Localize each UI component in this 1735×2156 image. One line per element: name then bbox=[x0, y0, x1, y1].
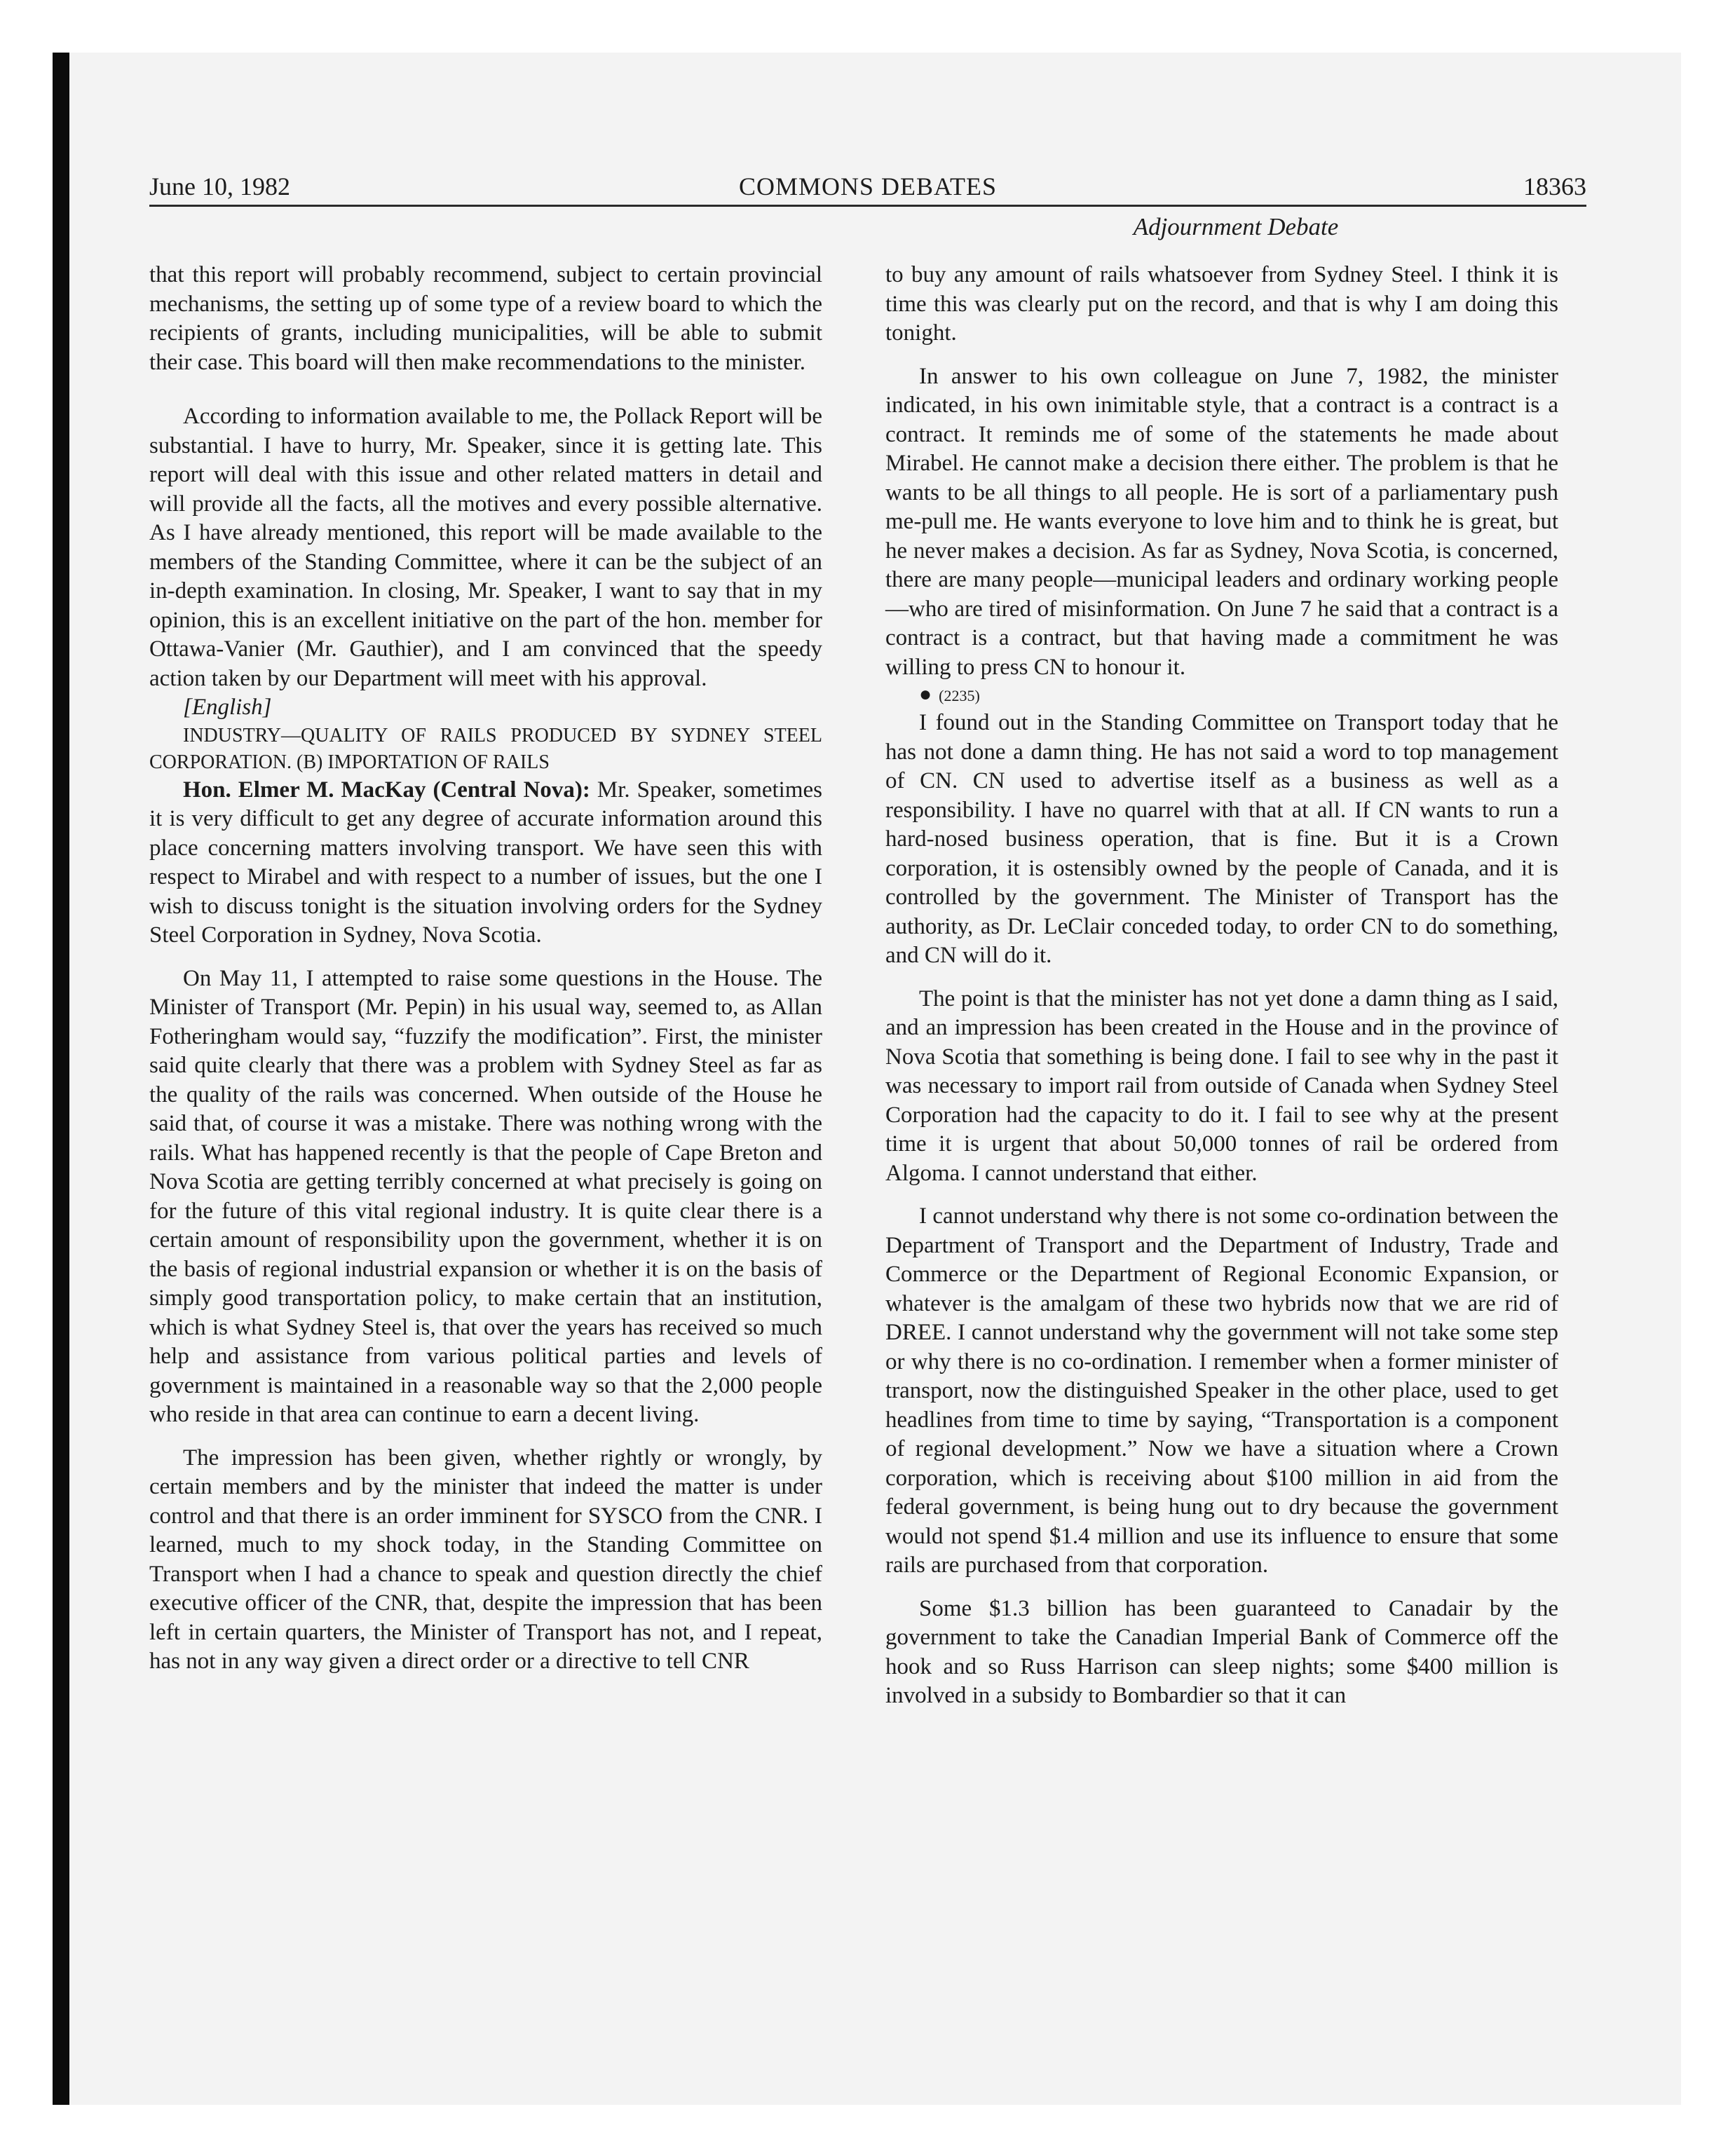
header-rule bbox=[149, 205, 1586, 207]
paragraph: Some $1.3 billion has been guaranteed to Canadair by the government to take the Canadian Imperial Bank of Commerce off the hook and so Russ Harrison can sleep nights; some $400 million is involved in a subsidy to Bombardier so that it can bbox=[885, 1595, 1558, 1708]
paragraph: I found out in the Standing Committee on Transport today that he has not done a damn thing. He has not said a word to top management of CN. CN used to advertise itself as a business as well as a responsibility. I have no quarrel with that at all. If CN wants to run a hard-nosed business operation, that is fine. But it is a Crown corporation, it is ostensibly owned by the people of Canada, and it is controlled by the government. The Minister of Transport has the authority, as Dr. LeClair conceded today, to order CN to do something, and CN will do it. bbox=[885, 710, 1558, 968]
left-column bbox=[149, 261, 822, 1677]
paragraph: On May 11, I attempted to raise some questions in the House. The Minister of Transport (Mr. Pepin) in his usual way, seemed to, as Allan Fotheringham would say, “fuzzify the modification”. First, the minister said quite clearly that there was a problem with Sydney Steel as far as the quality of the rails was concerned. When outside of the House he said that, of course it was a mistake. There was nothing wrong with the rails. What has happened recently is that the people of Cape Breton and Nova Scotia are getting terribly concerned at what precisely is going on for the future of this vital regional industry. It is quite clear there is a certain amount of responsibility upon the government, whether it is on the basis of regional industrial expansion or whether it is on the basis of simply good transportation policy, to make certain that an institution, which is what Sydney Steel is, that over the years has received so much help and assistance from various political parties and levels of government is maintained in a reasonable way so that the 2,000 people who reside in that area can continue to earn a decent living. bbox=[149, 965, 822, 1427]
binding-edge bbox=[53, 53, 69, 2105]
bullet-icon: ● bbox=[919, 683, 932, 706]
header-date: June 10, 1982 bbox=[149, 172, 290, 200]
paragraph: The impression has been given, whether rightly or wrongly, by certain members and by the minister that indeed the matter is under control and that there is an order imminent for SYSCO from the CNR. I learned, much to my shock today, in the Standing Committee on Transport when I had a chance to speak and question directly the chief executive officer of the CNR, that, despite the impression that has been left in certain quarters, the Minister of Transport has not, and I repeat, has not in any way given a direct order or a directive to tell CNR bbox=[149, 1445, 822, 1674]
running-head: Adjournment Debate bbox=[1133, 213, 1339, 240]
language-marker: [English] bbox=[183, 695, 272, 720]
paragraph: The point is that the minister has not yet done a damn thing as I said, and an impression has been created in the House and in the province of Nova Scotia that something is being done. I fail to see why in the past it was necessary to import rail from outside of Canada when Sydney Steel Corporation had the capacity to do it. I fail to see why at the present time it is urgent that about 50,000 tonnes of rail be ordered from Algoma. I cannot understand that either. bbox=[885, 985, 1558, 1186]
speaker-text: Mr. Speaker, sometimes it is very difficult to get any degree of accurate information around this place concerning matters involving transport. We have seen this with respect to Mirabel and with respect to a number of issues, but the one I wish to discuss tonight is the situation involving orders for the Sydney Steel Corporation in Sydney, Nova Scotia. bbox=[149, 777, 823, 948]
paragraph: I cannot understand why there is not some co-ordination between the Department of Transport and the Department of Industry, Trade and Commerce or the Department of Regional Economic Expansion, or whatever is the amalgam of these two hybrids now that we are rid of DREE. I cannot understand why the government will not take some step or why there is no co-ordination. I remember when a former minister of transport, now the distinguished Speaker in the other place, used to get headlines from time to time by saying, “Transportation is a component of regional development.” Now we have a situation where a Crown corporation, which is receiving about $100 million in aid from the federal government, is being hung out to dry because the government would not spend $1.4 million and use its influence to ensure that some rails are purchased from that corporation. bbox=[885, 1203, 1558, 1578]
page-number: 18363 bbox=[1523, 172, 1586, 200]
right-column bbox=[885, 261, 1558, 1711]
paragraph: to buy any amount of rails whatsoever from Sydney Steel. I think it is time this was clearly put on the record, and that is why I am doing this tonight. bbox=[885, 262, 1558, 346]
speaker-paragraph bbox=[149, 776, 822, 950]
paragraph: that this report will probably recommend, subject to certain provincial mechanisms, the setting up of some type of a review board to which the recipients of grants, including municipalities, will be able to submit their case. This board will then make recommendations to the minister. bbox=[149, 262, 822, 375]
timestamp-marker bbox=[885, 682, 1558, 709]
timestamp: (2235) bbox=[939, 687, 980, 704]
header-title: COMMONS DEBATES bbox=[738, 172, 998, 200]
page-header bbox=[149, 168, 1586, 205]
paragraph: According to information available to me, the Pollack Report will be substantial. I have to hurry, Mr. Speaker, since it is getting late. This report will deal with this issue and other related matters in detail and will provide all the facts, all the motives and every possible alternative. As I have already mentioned, this report will be made available to the members of the Standing Committee, where it can be the subject of an in-depth examination. In closing, Mr. Speaker, I want to say that in my opinion, this is an excellent initiative on the part of the hon. member for Ottawa-Vanier (Mr. Gauthier), and I am convinced that the speedy action taken by our Department will meet with his approval. bbox=[149, 404, 822, 691]
speaker-name: Hon. Elmer M. MacKay (Central Nova): bbox=[183, 777, 590, 803]
paragraph: In answer to his own colleague on June 7, 1982, the minister indicated, in his own inimitable style, that a contract is a contract is a contract. It reminds me of some of the statements he made about Mirabel. He cannot make a decision there either. The problem is that he wants to be all things to all people. He is sort of a parliamentary push me-pull me. He wants everyone to love him and to think he is great, but he never makes a decision. As far as Sydney, Nova Scotia, is concerned, there are many people—municipal leaders and ordinary working people—who are tired of misinformation. On June 7 he said that a contract is a contract is a contract, but that having made a commitment he was willing to press CN to honour it. bbox=[885, 363, 1558, 680]
section-heading: INDUSTRY—QUALITY OF RAILS PRODUCED BY SYDNEY STEEL CORPORATION. (B) IMPORTATION OF RAILS bbox=[149, 724, 822, 773]
